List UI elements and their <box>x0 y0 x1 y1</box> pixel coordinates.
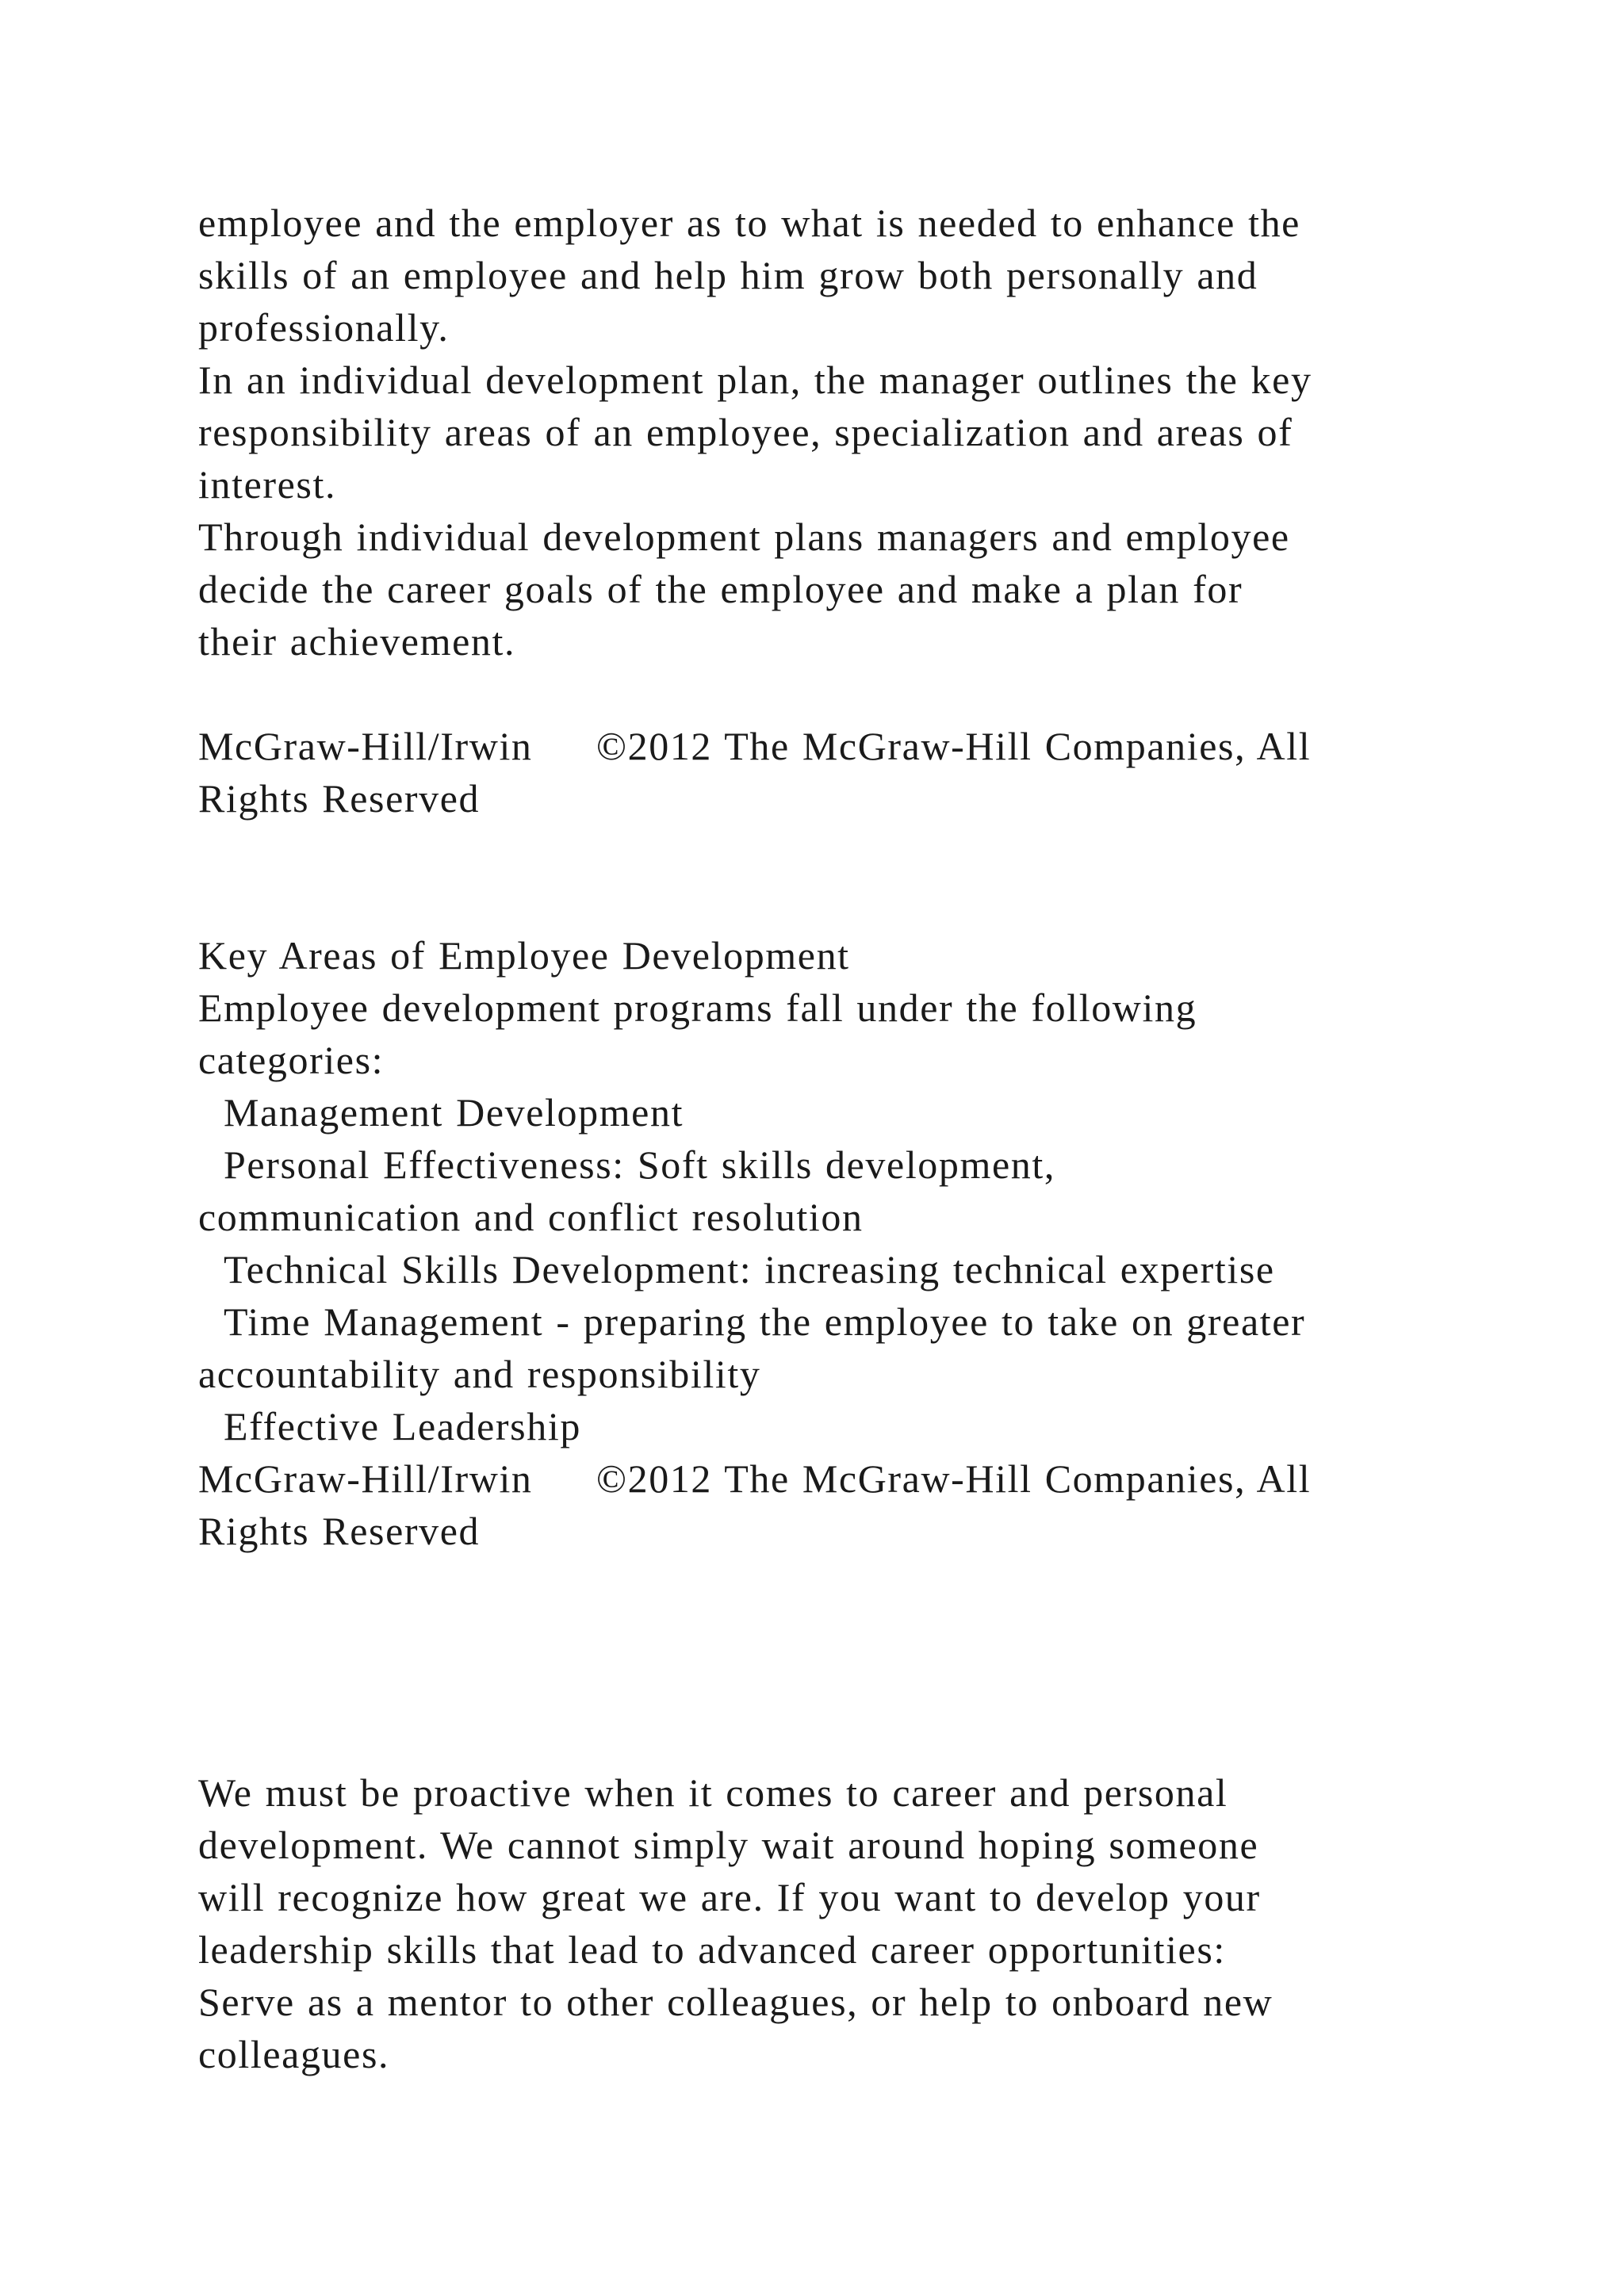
body-text-line: interest. <box>198 462 337 507</box>
body-text-line: categories: <box>198 1038 385 1082</box>
list-item-continuation: accountability and responsibility <box>198 1352 761 1396</box>
body-text-line: Employee development programs fall under the following <box>198 985 1197 1030</box>
body-text-line: colleagues. <box>198 2032 390 2076</box>
list-item-continuation: communication and conflict resolution <box>198 1195 864 1239</box>
body-text-line: professionally. <box>198 305 450 350</box>
copyright-line: Rights Reserved <box>198 1509 481 1553</box>
body-text-line: In an individual development plan, the manager outlines the key <box>198 358 1312 402</box>
copyright-line: Rights Reserved <box>198 776 481 821</box>
body-text-line: employee and the employer as to what is needed to enhance the <box>198 201 1300 245</box>
body-text-line: will recognize how great we are. If you want to develop your <box>198 1875 1261 1919</box>
list-item: Technical Skills Development: increasing technical expertise <box>224 1247 1275 1292</box>
body-text-line: decide the career goals of the employee and make a plan for <box>198 567 1243 611</box>
copyright-line: McGraw-Hill/Irwin ©2012 The McGraw-Hill Companies, All <box>198 724 1312 768</box>
body-text-line: leadership skills that lead to advanced career opportunities: <box>198 1927 1226 1972</box>
body-text-line: skills of an employee and help him grow both personally and <box>198 253 1258 297</box>
body-text-line: Through individual development plans managers and employee <box>198 515 1290 559</box>
list-item: Management Development <box>224 1090 684 1135</box>
list-item: Personal Effectiveness: Soft skills development, <box>224 1142 1055 1187</box>
copyright-line: McGraw-Hill/Irwin ©2012 The McGraw-Hill Companies, All <box>198 1456 1312 1501</box>
body-text-line: We must be proactive when it comes to career and personal <box>198 1770 1228 1815</box>
list-item: Time Management - preparing the employee to take on greater <box>224 1299 1306 1344</box>
body-text-line: their achievement. <box>198 619 516 664</box>
body-text-line: responsibility areas of an employee, specialization and areas of <box>198 410 1293 454</box>
section-heading: Key Areas of Employee Development <box>198 933 850 978</box>
body-text-line: development. We cannot simply wait around hoping someone <box>198 1823 1259 1867</box>
list-item: Effective Leadership <box>224 1404 581 1448</box>
body-text-line: Serve as a mentor to other colleagues, or help to onboard new <box>198 1980 1274 2024</box>
